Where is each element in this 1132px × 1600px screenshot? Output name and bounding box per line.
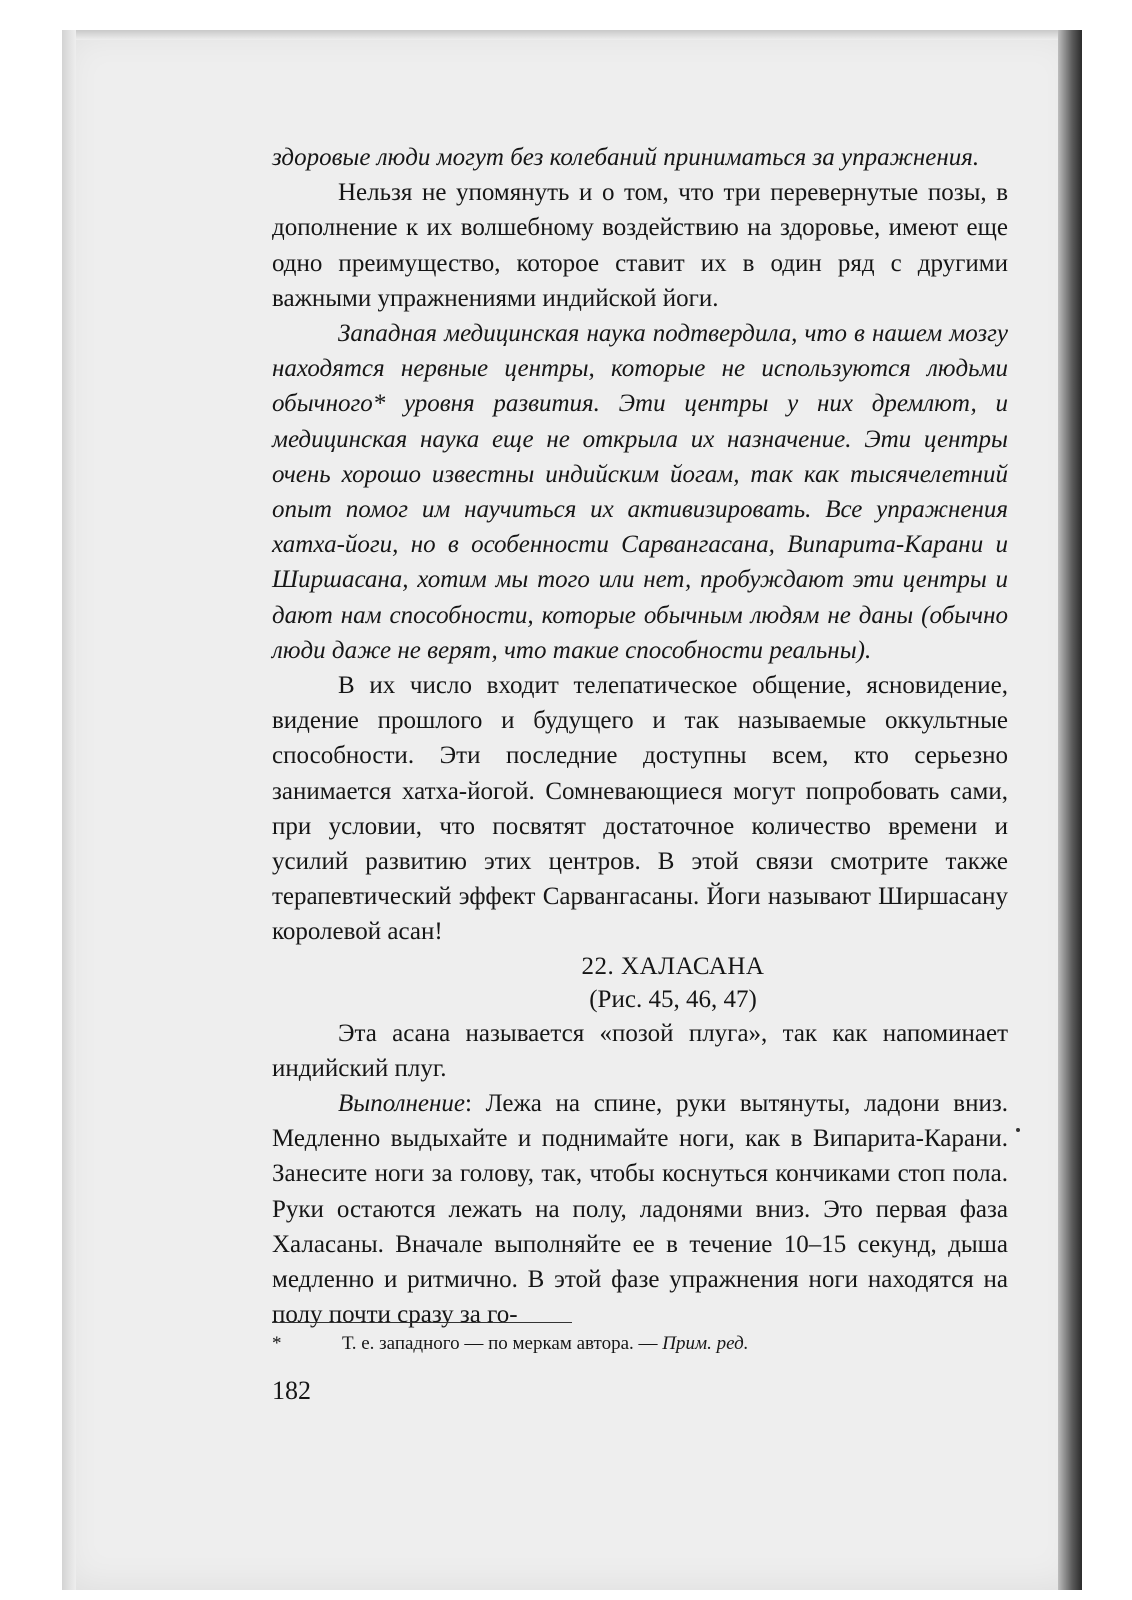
footnote <box>272 1332 1008 1356</box>
execution-label: Выполнение <box>338 1090 465 1118</box>
paragraph-1: здоровые люди могут без колебаний приниматься за упражнения. <box>272 144 980 171</box>
execution-text: : Лежа на спине, руки вытянуты, ладони вниз. Медленно выдыхайте и поднимайте ноги, как в Випарита-Карани. Занесите ноги за голову, так, чтобы коснуться кончиками стоп пола. Руки остаются лежать на полу, ладонями вниз. Это первая фаза Халасаны. Вначале выполняйте ее в течение 10–15 секунд, дыша медленно и ритмично. В этой фазе упражнения ноги находятся на полу почти сразу за го- <box>272 1090 1008 1329</box>
paragraph-5: Эта асана называется «позой плуга», так как напоминает индийский плуг. <box>272 1019 1008 1082</box>
scan-speck <box>1016 1128 1020 1132</box>
footnote-text: Т. е. западного — по меркам автора. — <box>342 1333 663 1354</box>
section-subheading: (Рис. 45, 46, 47) <box>589 985 757 1013</box>
section-heading: 22. ХАЛАСАНА <box>581 952 765 980</box>
footnote-mark: * <box>272 1333 282 1354</box>
footnote-rule <box>272 1322 572 1323</box>
paragraph-3-part-b: уровня развития. Эти центры у них дремлют, и медицинская наука еще не открыла их назначение. Эти центры очень хорошо известны индийским йогам, так как тысячелетний опыт помог им научиться их активизировать. Все упражнения хатха-йоги, но в особенности Сарвангасана, Випарита-Карани и Ширшасана, хотим мы того или нет, пробуждают эти центры и дают нам способности, которые обычным людям не даны (обычно люди даже не верят, что такие способности реальны). <box>272 390 1008 664</box>
footnote-reference: * <box>372 390 386 418</box>
page-binding-edge <box>1058 30 1082 1590</box>
paragraph-6 <box>272 1086 1008 1332</box>
paragraph-2: Нельзя не упомянуть и о том, что три перевернутые позы, в дополнение к их волшебному воздействию на здоровье, имеют еще одно преимущество, которое ставит их в один ряд с другими важными упражнениями индийской йоги. <box>272 179 1008 312</box>
page-top-shadow <box>62 30 1080 40</box>
footnote-editor-note: Прим. ред. <box>662 1333 749 1354</box>
page-number: 182 <box>272 1376 311 1405</box>
paragraph-3-part-a: Западная медицинская наука подтвердила, что в нашем мозгу находятся нервные центры, которые не используются людьми обычного <box>272 320 1008 418</box>
body-text <box>272 140 1008 1333</box>
page-left-shadow <box>62 30 76 1590</box>
paragraph-4: В их число входит телепатическое общение, ясновидение, видение прошлого и будущего и так называемые оккультные способности. Эти последние доступны всем, кто серьезно занимается хатха-йогой. Сомневающиеся могут попробовать сами, при условии, что посвятят достаточное количество времени и усилий развитию этих центров. В этой связи смотрите также терапевтический эффект Сарвангасаны. Йоги называют Ширшасану королевой асан! <box>272 672 1008 946</box>
paragraph-3 <box>272 316 1008 668</box>
